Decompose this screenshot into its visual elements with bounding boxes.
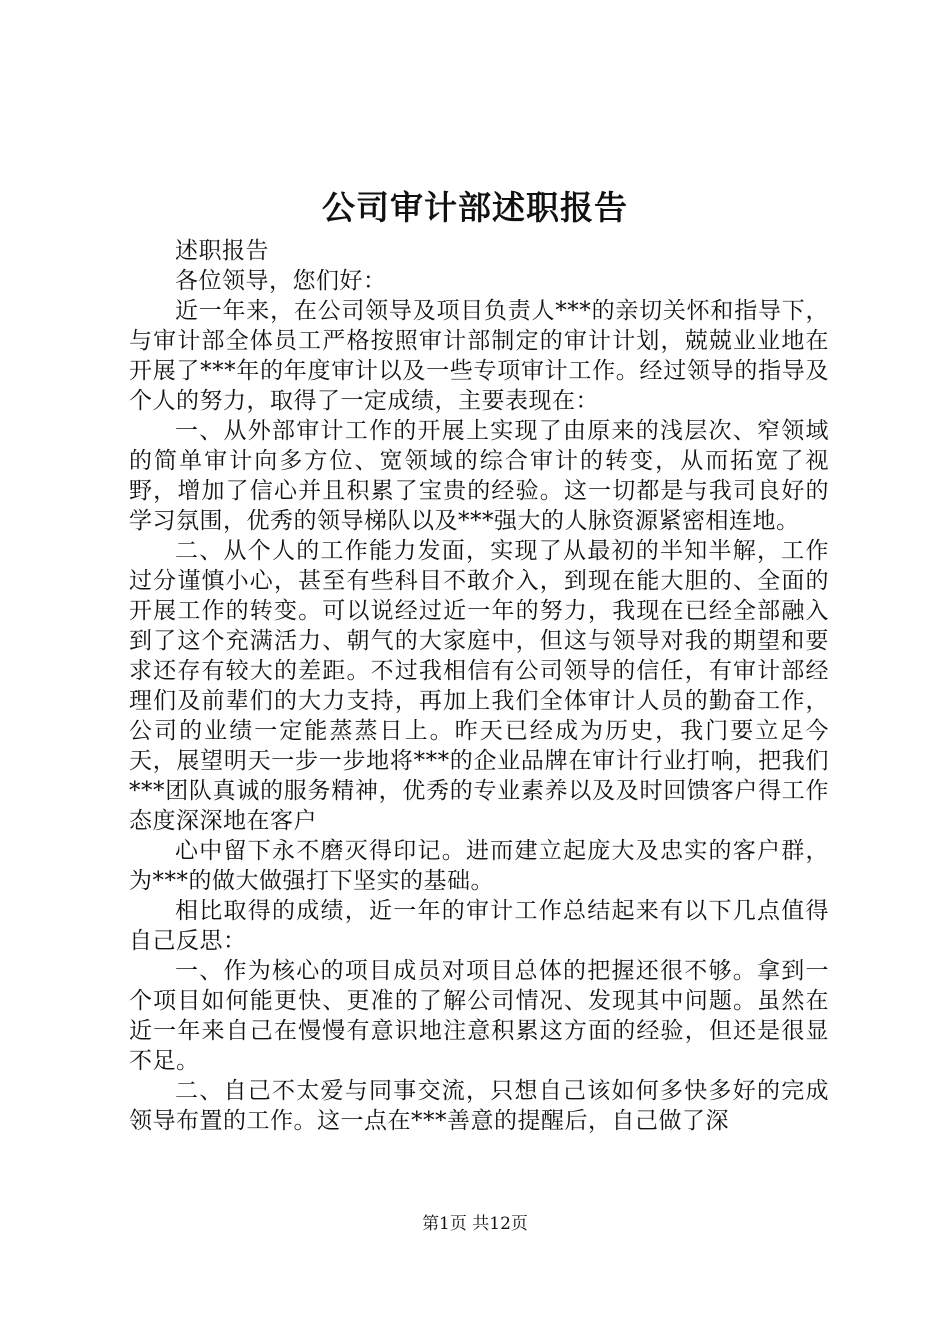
paragraph-intro: 近一年来，在公司领导及项目负责人***的亲切关怀和指导下，与审计部全体员工严格按照审计部制定的审计计划，兢兢业业地在开展了***年的年度审计以及一些专项审计工作。经过领导的指导及个人的努力，取得了一定成绩，主要表现在： (129, 298, 829, 414)
paragraph-reflection-intro: 相比取得的成绩，近一年的审计工作总结起来有以下几点值得自己反思： (129, 898, 829, 954)
paragraph-achievement-1: 一、从外部审计工作的开展上实现了由原来的浅层次、窄领域的简单审计向多方位、宽领域的综合审计的转变，从而拓宽了视野，增加了信心并且积累了宝贵的经验。这一切都是与我司良好的学习氛围，优秀的领导梯队以及***强大的人脉资源紧密相连地。 (129, 418, 829, 534)
document-title: 公司审计部述职报告 (322, 188, 628, 227)
paragraph-continuation: 心中留下永不磨灭得印记。进而建立起庞大及忠实的客户群，为***的做大做强打下坚实的基础。 (129, 838, 829, 894)
paragraph-reflection-1: 一、作为核心的项目成员对项目总体的把握还很不够。拿到一个项目如何能更快、更准的了解公司情况、发现其中问题。虽然在近一年来自己在慢慢有意识地注意积累这方面的经验，但还是很显不足。 (129, 958, 829, 1074)
page-footer: 第1页 共12页 (422, 1214, 528, 1234)
document-body (129, 236, 829, 1136)
paragraph-salutation: 各位领导，您们好： (175, 268, 387, 294)
paragraph-heading: 述职报告 (175, 238, 269, 264)
paragraph-achievement-2: 二、从个人的工作能力发面，实现了从最初的半知半解，工作过分谨慎小心，甚至有些科目不敢介入，到现在能大胆的、全面的开展工作的转变。可以说经过近一年的努力，我现在已经全部融入到了这个充满活力、朝气的大家庭中，但这与领导对我的期望和要求还存有较大的差距。不过我相信有公司领导的信任，有审计部经理们及前辈们的大力支持，再加上我们全体审计人员的勤奋工作，公司的业绩一定能蒸蒸日上。昨天已经成为历史，我门要立足今天，展望明天一步一步地将***的企业品牌在审计行业打响，把我们***团队真诚的服务精神，优秀的专业素养以及及时回馈客户得工作态度深深地在客户 (129, 538, 829, 834)
paragraph-reflection-2: 二、自己不太爱与同事交流，只想自己该如何多快多好的完成领导布置的工作。这一点在***善意的提醒后，自己做了深 (129, 1078, 829, 1134)
